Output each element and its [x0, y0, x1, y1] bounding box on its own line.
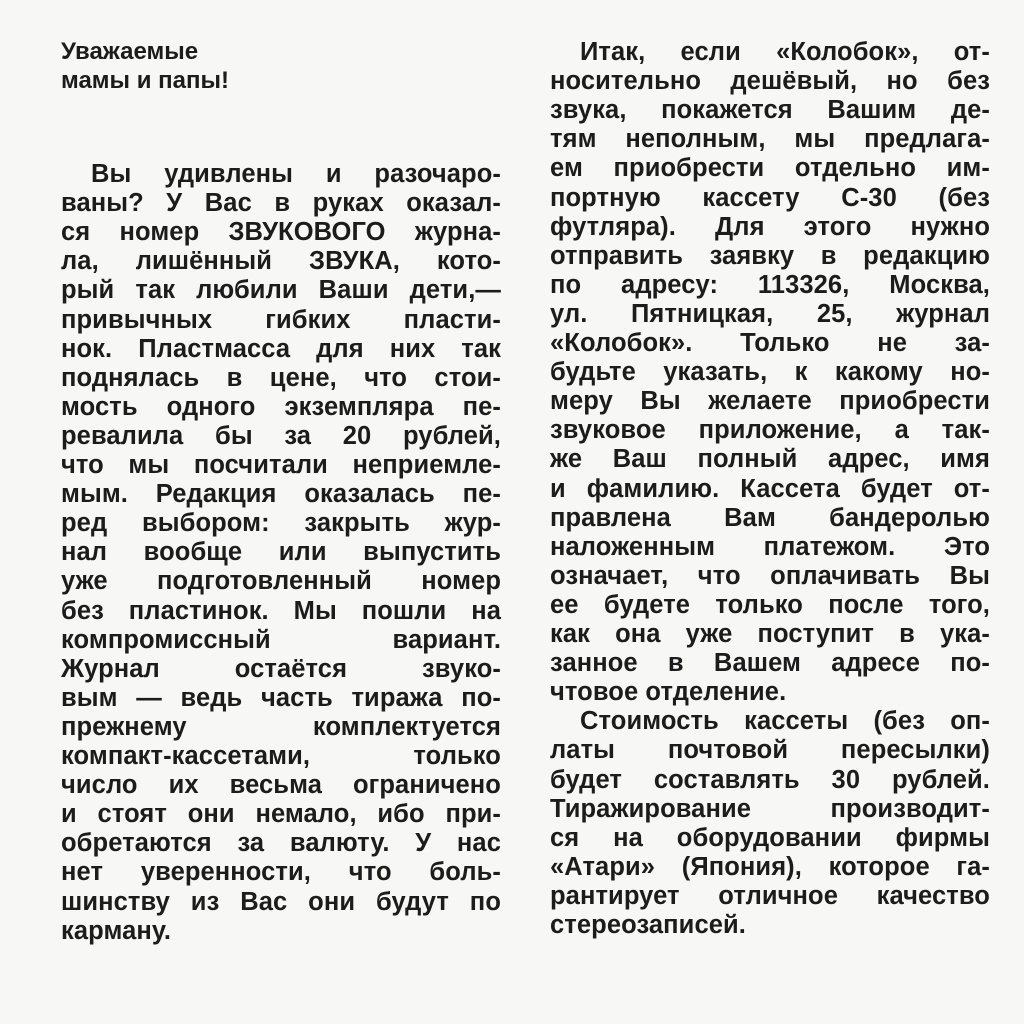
text-line: меру Вы желаете приобрести	[550, 387, 990, 416]
text-line: мость одного экземпляра пе-	[61, 392, 501, 421]
text-line: ем приобрести отдельно им-	[550, 154, 990, 183]
text-line: ред выбором: закрыть жур-	[61, 509, 501, 538]
text-line: обретаются за валюту. У нас	[61, 829, 501, 858]
text-line: без пластинок. Мы пошли на	[61, 596, 501, 625]
text-line: будет составлять 30 рублей.	[550, 765, 990, 794]
text-line: тям неполным, мы предлага-	[550, 125, 990, 154]
text-line: нет уверенности, что боль-	[61, 858, 501, 887]
text-line: стереозаписей.	[550, 911, 746, 939]
text-line: прежнему комплектуется	[61, 712, 501, 741]
text-line: рый так любили Ваши дети,—	[61, 276, 501, 305]
text-line: Вы удивлены и разочаро-	[91, 160, 501, 188]
text-line: Тиражирование производит-	[550, 794, 990, 823]
text-line: рантирует отличное качество	[550, 881, 990, 910]
text-line: ул. Пятницкая, 25, журнал	[550, 299, 990, 328]
text-line: отправить заявку в редакцию	[550, 241, 990, 270]
text-line: ревалила бы за 20 рублей,	[61, 421, 501, 450]
text-line: ла, лишённый ЗВУКА, кото-	[61, 247, 501, 276]
text-line: поднялась в цене, что стои-	[61, 363, 501, 392]
text-line: вым — ведь часть тиража по-	[61, 683, 501, 712]
text-line: что мы посчитали неприемле-	[61, 451, 501, 479]
greeting-line-2: мамы и папы!	[61, 67, 229, 94]
text-line: звука, покажется Вашим де-	[550, 96, 990, 125]
text-line: и фамилию. Кассета будет от-	[550, 474, 990, 503]
text-line: правлена Вам бандеролью	[550, 503, 990, 532]
text-line: «Атари» (Япония), которое га-	[550, 852, 990, 881]
text-line: и стоят они немало, ибо при-	[61, 800, 501, 829]
text-line: носительно дешёвый, но без	[550, 67, 990, 96]
text-line: число их весьма ограничено	[61, 771, 501, 800]
text-line: по адресу: 113326, Москва,	[550, 270, 990, 299]
text-line: Итак, если «Колобок», от-	[580, 38, 990, 66]
text-line: чтовое отделение.	[550, 678, 787, 707]
text-line: Стоимость кассеты (без оп-	[580, 707, 990, 736]
text-line: же Ваш полный адрес, имя	[550, 445, 990, 474]
text-line: ее будете только после того,	[550, 590, 990, 619]
text-line: звуковое приложение, а так-	[550, 416, 990, 445]
greeting-line-1: Уважаемые	[61, 38, 199, 65]
text-line: наложенным платежом. Это	[550, 532, 990, 561]
text-line: ваны? У Вас в руках оказал-	[61, 189, 501, 218]
text-line: уже подготовленный номер	[61, 567, 501, 596]
text-line: «Колобок». Только не за-	[550, 329, 990, 357]
text-line: привычных гибких пласти-	[61, 305, 501, 334]
text-line: будьте указать, к какому но-	[550, 358, 990, 387]
text-line: Журнал остаётся звуко-	[61, 654, 501, 683]
text-line: ся номер ЗВУКОВОГО журна-	[61, 218, 501, 247]
text-line: нок. Пластмасса для них так	[61, 334, 501, 363]
text-line: ся на оборудовании фирмы	[550, 823, 990, 852]
text-line: как она уже поступит в ука-	[550, 620, 990, 648]
text-line: компромиссный вариант.	[61, 625, 501, 654]
text-line: компакт-кассетами, только	[61, 742, 501, 770]
text-line: карману.	[61, 916, 172, 945]
text-line: портную кассету С-30 (без	[550, 183, 990, 212]
text-line: нал вообще или выпустить	[61, 538, 501, 567]
text-line: означает, что оплачивать Вы	[550, 561, 990, 590]
text-line: футляра). Для этого нужно	[550, 212, 990, 241]
text-line: латы почтовой пересылки)	[550, 736, 990, 765]
text-line: занное в Вашем адресе по-	[550, 649, 990, 678]
text-line: мым. Редакция оказалась пе-	[61, 480, 501, 509]
text-line: шинству из Вас они будут по	[61, 887, 501, 916]
